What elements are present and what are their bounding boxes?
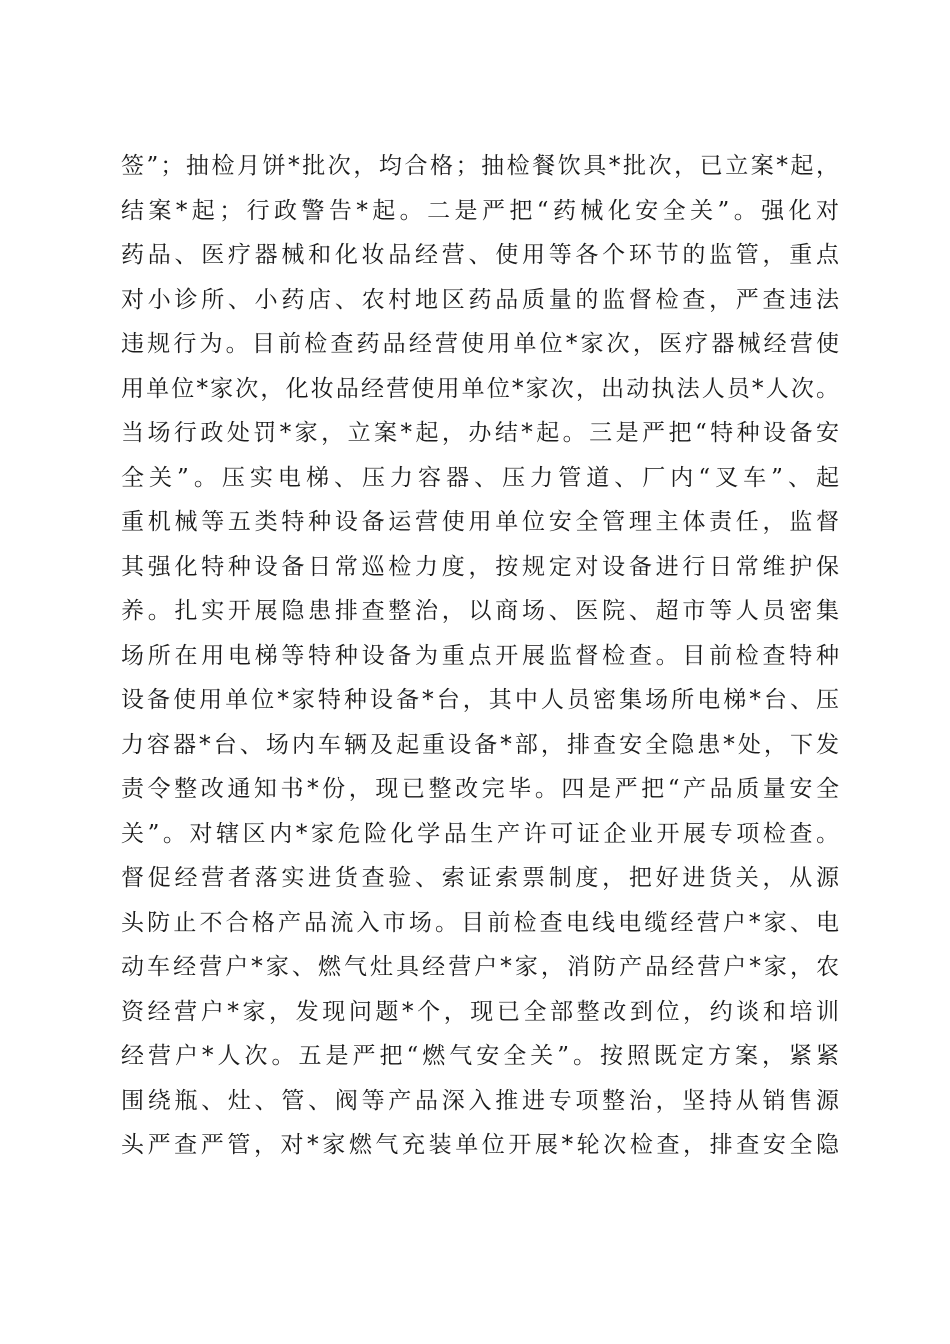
text-line: 力容器*台、场内车辆及起重设备*部，排查安全隐患*处，下发 [121, 731, 841, 758]
text-line: 设备使用单位*家特种设备*台，其中人员密集场所电梯*台、压 [121, 687, 841, 713]
text-line: 督促经营者落实进货查验、索证索票制度，把好进货关，从源 [121, 865, 841, 891]
text-line: 责令整改通知书*份，现已整改完毕。四是严把“产品质量安全 [121, 776, 841, 802]
text-line: 关”。对辖区内*家危险化学品生产许可证企业开展专项检查。 [121, 820, 841, 847]
text-line: 头防止不合格产品流入市场。目前检查电线电缆经营户*家、电 [121, 909, 841, 936]
text-line: 重机械等五类特种设备运营使用单位安全管理主体责任，监督 [121, 509, 841, 535]
text-line: 养。扎实开展隐患排查整治，以商场、医院、超市等人员密集 [121, 598, 841, 624]
text-line: 围绕瓶、灶、管、阀等产品深入推进专项整治，坚持从销售源 [121, 1087, 841, 1114]
text-line: 违规行为。目前检查药品经营使用单位*家次，医疗器械经营使 [121, 331, 841, 357]
text-line: 当场行政处罚*家，立案*起，办结*起。三是严把“特种设备安 [121, 420, 841, 446]
text-line: 全关”。压实电梯、压力容器、压力管道、厂内“叉车”、起 [121, 464, 841, 491]
text-line: 签”；抽检月饼*批次，均合格；抽检餐饮具*批次，已立案*起， [121, 153, 841, 179]
text-line: 结案*起；行政警告*起。二是严把“药械化安全关”。强化对 [121, 197, 841, 224]
text-line: 其强化特种设备日常巡检力度，按规定对设备进行日常维护保 [121, 553, 841, 580]
text-line: 对小诊所、小药店、农村地区药品质量的监督检查，严查违法 [121, 286, 841, 313]
text-line: 场所在用电梯等特种设备为重点开展监督检查。目前检查特种 [121, 642, 841, 669]
body-text [121, 144, 841, 1168]
text-line: 动车经营户*家、燃气灶具经营户*家，消防产品经营户*家，农 [121, 954, 841, 980]
text-line: 用单位*家次，化妆品经营使用单位*家次，出动执法人员*人次。 [121, 375, 841, 402]
text-line: 药品、医疗器械和化妆品经营、使用等各个环节的监管，重点 [121, 242, 841, 268]
text-line: 资经营户*家，发现问题*个，现已全部整改到位，约谈和培训 [121, 998, 841, 1025]
text-line: 头严查严管，对*家燃气充装单位开展*轮次检查，排查安全隐 [121, 1132, 841, 1158]
text-line: 经营户*人次。五是严把“燃气安全关”。按照既定方案，紧紧 [121, 1043, 841, 1069]
